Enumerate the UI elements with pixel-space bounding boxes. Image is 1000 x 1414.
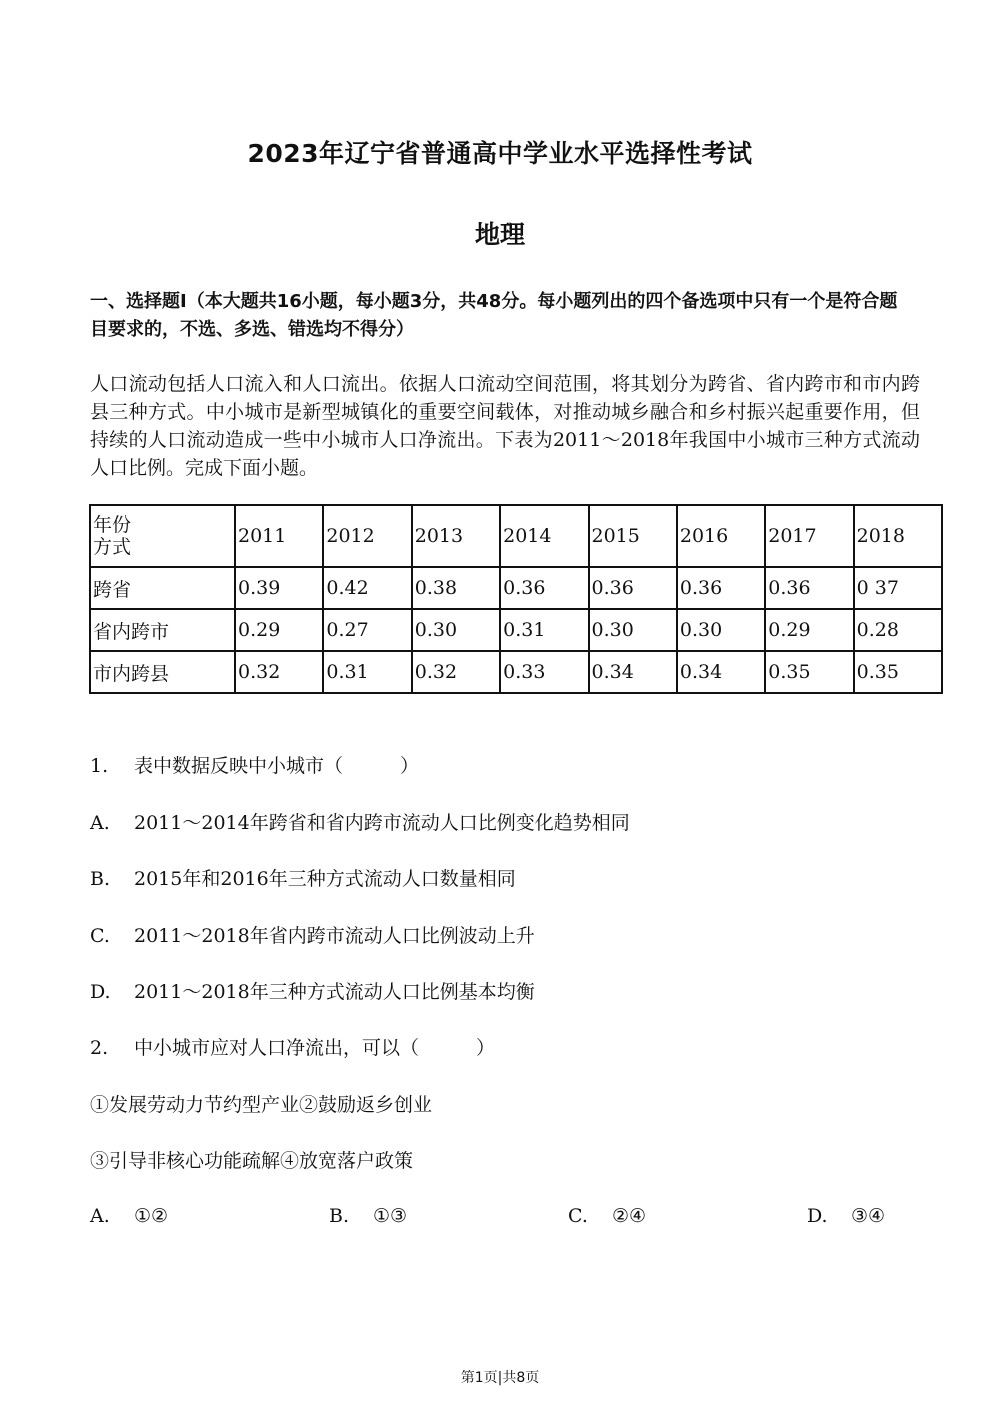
year-cell: 2018 xyxy=(854,505,942,567)
question-2-stem xyxy=(90,1035,495,1061)
year-cell: 2014 xyxy=(500,505,588,567)
table-cell: 0.29 xyxy=(765,609,853,651)
table-cell: 0.39 xyxy=(235,567,323,609)
table-cell: 0.38 xyxy=(412,567,500,609)
subject-title: 地理 xyxy=(474,220,525,249)
table-cell: 0.30 xyxy=(589,609,677,651)
option-text: ①② xyxy=(134,1205,169,1227)
question-number: 2. xyxy=(90,1037,109,1059)
exam-title: 2023年辽宁省普通高中学业水平选择性考试 xyxy=(247,139,753,168)
option-label: D. xyxy=(807,1205,828,1227)
option-text: 2011～2018年省内跨市流动人口比例波动上升 xyxy=(134,925,535,947)
option-text: ③④ xyxy=(851,1205,886,1227)
table-row xyxy=(90,609,942,651)
table-cell: 0.35 xyxy=(854,651,942,693)
table-row xyxy=(90,567,942,609)
table-cell: 0.36 xyxy=(500,567,588,609)
table-cell: 0.36 xyxy=(765,567,853,609)
option-label: C. xyxy=(568,1205,588,1227)
row-label: 市内跨县 xyxy=(90,651,235,693)
intro-paragraph: 人口流动包括人口流入和人口流出。依据人口流动空间范围，将其划分为跨省、省内跨市和市内跨县三种方式。中小城市是新型城镇化的重要空间载体，对推动城乡融合和乡村振兴起重要作用，但持续的人口流动造成一些中小城市人口净流出。下表为2011～2018年我国中小城市三种方式流动人口比例。完成下面小题。 xyxy=(90,373,920,479)
year-cell: 2012 xyxy=(323,505,411,567)
table-row xyxy=(90,651,942,693)
question-2-option-d[interactable] xyxy=(807,1205,885,1227)
question-2-option-c[interactable] xyxy=(568,1205,646,1227)
table-cell: 0.30 xyxy=(412,609,500,651)
question-2-option-a[interactable] xyxy=(90,1205,168,1227)
question-2-items-line-2: ③引导非核心功能疏解④放宽落户政策 xyxy=(90,1150,414,1172)
row-label: 省内跨市 xyxy=(90,609,235,651)
table-header-row xyxy=(90,505,942,567)
question-1-option-a[interactable] xyxy=(90,810,630,836)
option-text: ②④ xyxy=(612,1205,647,1227)
option-text: 2011～2014年跨省和省内跨市流动人口比例变化趋势相同 xyxy=(134,812,630,834)
table-cell: 0.34 xyxy=(677,651,765,693)
table-cell: 0.29 xyxy=(235,609,323,651)
option-text: 2015年和2016年三种方式流动人口数量相同 xyxy=(134,868,516,890)
table-cell: 0.28 xyxy=(854,609,942,651)
option-label: D. xyxy=(90,981,111,1003)
question-2-options xyxy=(90,1205,920,1231)
table-cell: 0.30 xyxy=(677,609,765,651)
migration-table xyxy=(89,504,943,694)
table-corner-cell xyxy=(90,505,235,567)
year-cell: 2013 xyxy=(412,505,500,567)
row-label: 跨省 xyxy=(90,567,235,609)
table-cell: 0.31 xyxy=(500,609,588,651)
corner-year-label: 年份 xyxy=(93,514,132,536)
option-label: A. xyxy=(90,1205,110,1227)
page-footer: 第1页|共8页 xyxy=(460,1370,540,1386)
option-label: A. xyxy=(90,812,110,834)
corner-mode-label: 方式 xyxy=(93,536,132,558)
question-2-option-b[interactable] xyxy=(329,1205,407,1227)
question-1-option-b[interactable] xyxy=(90,866,516,892)
option-text: ①③ xyxy=(373,1205,408,1227)
table-cell: 0 37 xyxy=(854,567,942,609)
question-2-items-line-1: ①发展劳动力节约型产业②鼓励返乡创业 xyxy=(90,1094,433,1116)
year-cell: 2017 xyxy=(765,505,853,567)
year-cell: 2011 xyxy=(235,505,323,567)
question-1-option-c[interactable] xyxy=(90,923,535,949)
table-cell: 0.34 xyxy=(589,651,677,693)
table-cell: 0.35 xyxy=(765,651,853,693)
table-cell: 0.42 xyxy=(323,567,411,609)
table-cell: 0.27 xyxy=(323,609,411,651)
question-text: 表中数据反映中小城市（ ） xyxy=(134,755,420,777)
table-cell: 0.32 xyxy=(235,651,323,693)
table-cell: 0.36 xyxy=(677,567,765,609)
table-cell: 0.32 xyxy=(412,651,500,693)
table-cell: 0.33 xyxy=(500,651,588,693)
question-1-stem xyxy=(90,753,419,779)
year-cell: 2015 xyxy=(589,505,677,567)
table-cell: 0.36 xyxy=(589,567,677,609)
option-label: B. xyxy=(329,1205,350,1227)
option-text: 2011～2018年三种方式流动人口比例基本均衡 xyxy=(134,981,535,1003)
question-1-option-d[interactable] xyxy=(90,979,535,1005)
option-label: B. xyxy=(90,868,111,890)
question-text: 中小城市应对人口净流出，可以（ ） xyxy=(134,1037,496,1059)
option-label: C. xyxy=(90,925,110,947)
question-number: 1. xyxy=(90,755,109,777)
section-heading: 一、选择题Ⅰ（本大题共16小题，每小题3分，共48分。每小题列出的四个备选项中只有一个是符合题目要求的，不选、多选、错选均不得分） xyxy=(90,291,898,340)
table-cell: 0.31 xyxy=(323,651,411,693)
year-cell: 2016 xyxy=(677,505,765,567)
